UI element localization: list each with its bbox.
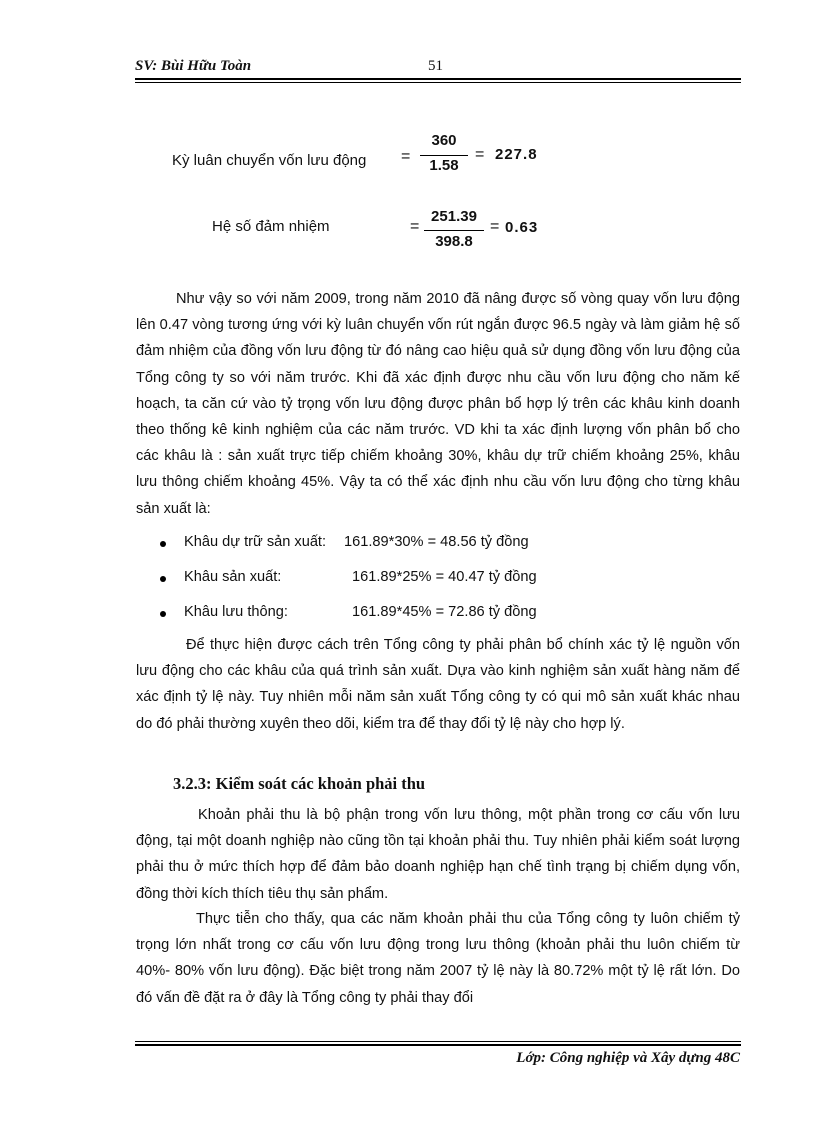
paragraph-allocation: Để thực hiện được cách trên Tổng công ty phải phân bổ chính xác tỷ lệ nguồn vốn lưu động cho các khâu của quá trình sản xuất. Dựa vào kinh nghiệm sản xuất hàng năm để xác định tỷ lệ này. Tuy nhiên mỗi năm sản xuất Tổng công ty có qui mô sản xuất khác nhau do đó phải thường xuyên theo dõi, kiểm tra để thay đổi tỷ lệ này cho hợp lý. [136,637,740,732]
formula-fraction-responsibility [422,208,486,254]
bullet-label: Khâu dự trữ sản xuất: [184,534,327,550]
formula-label-turnover-period: Kỳ luân chuyển vốn lưu động [172,152,367,169]
fraction-numerator: 251.39 [431,208,477,225]
paragraph-receivables-intro: Khoản phải thu là bộ phận trong vốn lưu thông, một phần trong cơ cấu vốn lưu động, tại một doanh nghiệp nào cũng tồn tại khoản phải thu. Tuy nhiên phải kiểm soát lượng phải thu ở mức thích hợp để đảm bảo doanh nghiệp hạn chế tình trạng bị chiếm dụng vốn, đồng thời kích thích tiêu thụ sản phẩm. [136,807,740,902]
formula-equals-sign: = [490,218,500,235]
formula-result: 0.63 [505,219,539,236]
fraction-bar [424,230,484,231]
bullet-label: Khâu sản xuất: [184,569,282,585]
formula-equals-sign: = [401,148,411,165]
page-number: 51 [428,58,443,74]
fraction-denominator: 398.8 [435,233,473,250]
section-heading: 3.2.3: Kiểm soát các khoản phải thu [173,774,426,793]
formula-label-responsibility-ratio: Hệ số đảm nhiệm [212,218,330,235]
bullet-value: 161.89*45% = 72.86 tỷ đồng [352,604,537,620]
author-name: SV: Bùi Hữu Toàn [135,58,252,74]
bullet-dot [160,611,166,617]
header-rule [135,78,741,83]
formula-fraction-turnover [418,132,470,178]
footer-rule [135,1041,741,1046]
paragraph-analysis: Như vậy so với năm 2009, trong năm 2010 đã nâng được số vòng quay vốn lưu động lên 0.47 vòng tương ứng với kỳ luân chuyển vốn rút ngắn được 96.5 ngày và làm giảm hệ số đảm nhiệm của đồng vốn lưu động từ đó nâng cao hiệu quả sử dụng đồng vốn lưu động của Tổng công ty so với năm trước. Khi đã xác định được nhu cầu vốn lưu động cho năm kế hoạch, ta căn cứ vào tỷ trọng vốn lưu động được phân bổ hợp lý trên các khâu kinh doanh theo thống kê kinh nghiệm của các năm trước. VD khi ta xác định lượng vốn phân bổ cho các khâu là : sản xuất trực tiếp chiếm khoảng 30%, khâu dự trữ chiếm khoảng 25%, khâu lưu thông chiếm khoảng 45%. Vậy ta có thể xác định nhu cầu vốn lưu động cho từng khâu sản xuất là: [136,291,740,517]
bullet-value: 161.89*25% = 40.47 tỷ đồng [352,569,537,585]
bullet-dot [160,541,166,547]
fraction-denominator: 1.58 [429,157,459,174]
formula-equals-sign: = [410,218,420,235]
bullet-value: 161.89*30% = 48.56 tỷ đồng [344,534,529,550]
fraction-bar [420,155,468,156]
paragraph-receivables-practice: Thực tiễn cho thấy, qua các năm khoản phải thu của Tổng công ty luôn chiếm tỷ trọng lớn nhất trong cơ cấu vốn lưu động trong lưu thông (khoản phải thu luôn chiếm từ 40%- 80% vốn lưu động). Đặc biệt trong năm 2007 tỷ lệ này là 80.72% một tỷ lệ rất lớn. Do đó vấn đề đặt ra ở đây là Tổng công ty phải thay đổi [136,911,740,1006]
formula-result: 227.8 [495,146,538,163]
fraction-numerator: 360 [431,132,457,149]
footer-class-label: Lớp: Công nghiệp và Xây dựng 48C [516,1050,740,1066]
formula-equals-sign: = [475,146,485,163]
bullet-label: Khâu lưu thông: [184,604,288,620]
bullet-dot [160,576,166,582]
page-header [135,58,741,78]
